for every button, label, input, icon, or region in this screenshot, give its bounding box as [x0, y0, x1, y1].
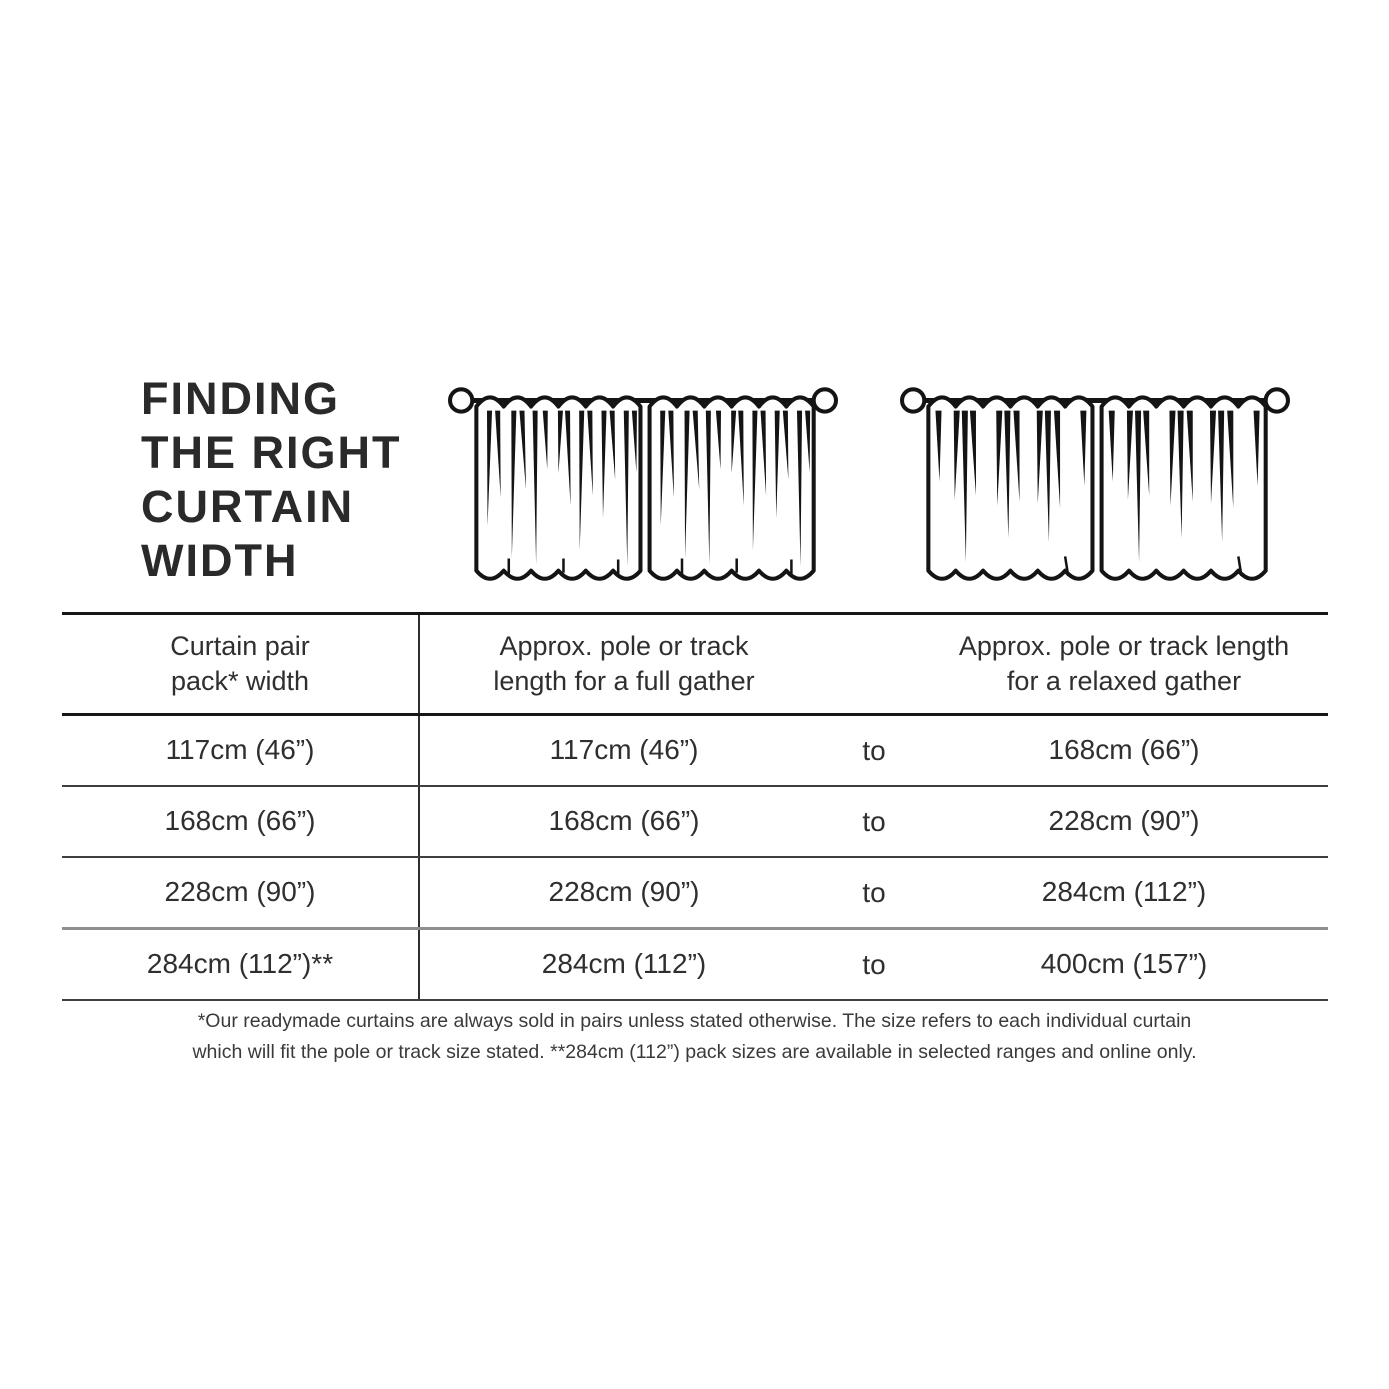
header-line: for a relaxed gather — [1006, 666, 1242, 696]
relaxed-gather-value: 168cm (66”) — [1048, 734, 1200, 766]
relaxed-gather-value: 400cm (157”) — [1040, 948, 1208, 980]
to-label: to — [862, 876, 886, 908]
cell-relaxed-gather — [920, 858, 1328, 927]
pack-width-value: 117cm (46”) — [165, 734, 315, 766]
cell-to-connector — [828, 787, 920, 856]
cell-relaxed-gather — [920, 716, 1328, 785]
header-line: Approx. pole or track — [499, 630, 749, 661]
row-region — [420, 716, 1328, 785]
header-line: Approx. pole or track length — [958, 630, 1290, 661]
header-line: pack* width — [170, 666, 310, 696]
page-title-line: THE RIGHT — [141, 427, 402, 478]
page-title-line: WIDTH — [141, 535, 299, 586]
full-gather-value: 228cm (90”) — [548, 876, 700, 908]
column-header-relaxed-gather — [920, 615, 1328, 713]
relaxed-gather-value: 228cm (90”) — [1048, 805, 1200, 837]
footnote-line: which will fit the pole or track size stated. **284cm (112”) pack sizes are available in selected ranges and online only. — [192, 1041, 1197, 1064]
column-header-full-gather — [420, 615, 828, 713]
to-label: to — [862, 734, 886, 766]
footnote — [80, 1006, 1309, 1068]
header-line: length for a full gather — [493, 666, 755, 696]
full-gather-value: 168cm (66”) — [548, 805, 700, 837]
cell-to-connector — [828, 716, 920, 785]
to-label: to — [862, 805, 886, 837]
to-label: to — [862, 948, 886, 980]
curtains-full-gather-illustration — [448, 376, 838, 585]
cell-pack-width — [62, 858, 420, 927]
cell-full-gather — [420, 858, 828, 927]
table-row — [62, 930, 1328, 1001]
cell-pack-width — [62, 930, 420, 999]
row-region — [420, 930, 1328, 999]
cell-to-connector — [828, 858, 920, 927]
curtain-size-table — [62, 612, 1328, 1001]
pack-width-value: 168cm (66”) — [164, 805, 316, 837]
relaxed-gather-value: 284cm (112”) — [1041, 876, 1207, 908]
curtains-relaxed-gather-illustration — [900, 376, 1290, 585]
cell-pack-width — [62, 787, 420, 856]
page-title-line: FINDING — [141, 373, 340, 424]
page-title-line: CURTAIN — [141, 481, 355, 532]
header-region — [420, 615, 1328, 713]
pack-width-value: 284cm (112”)** — [146, 948, 334, 980]
cell-relaxed-gather — [920, 787, 1328, 856]
column-header-pack-width — [62, 615, 420, 713]
cell-full-gather — [420, 930, 828, 999]
page-title — [141, 372, 402, 588]
row-region — [420, 858, 1328, 927]
table-header-row — [62, 612, 1328, 716]
row-region — [420, 787, 1328, 856]
cell-full-gather — [420, 716, 828, 785]
table-row — [62, 858, 1328, 930]
pack-width-value: 228cm (90”) — [164, 876, 316, 908]
full-gather-value: 117cm (46”) — [549, 734, 699, 766]
header-line: Curtain pair — [170, 630, 310, 661]
cell-to-connector — [828, 930, 920, 999]
cell-relaxed-gather — [920, 930, 1328, 999]
cell-pack-width — [62, 716, 420, 785]
column-header-spacer — [828, 615, 920, 713]
table-row — [62, 716, 1328, 787]
table-row — [62, 787, 1328, 858]
footnote-line: *Our readymade curtains are always sold in pairs unless stated otherwise. The size refers to each individual curtain — [197, 1010, 1192, 1032]
cell-full-gather — [420, 787, 828, 856]
full-gather-value: 284cm (112”) — [541, 948, 707, 980]
